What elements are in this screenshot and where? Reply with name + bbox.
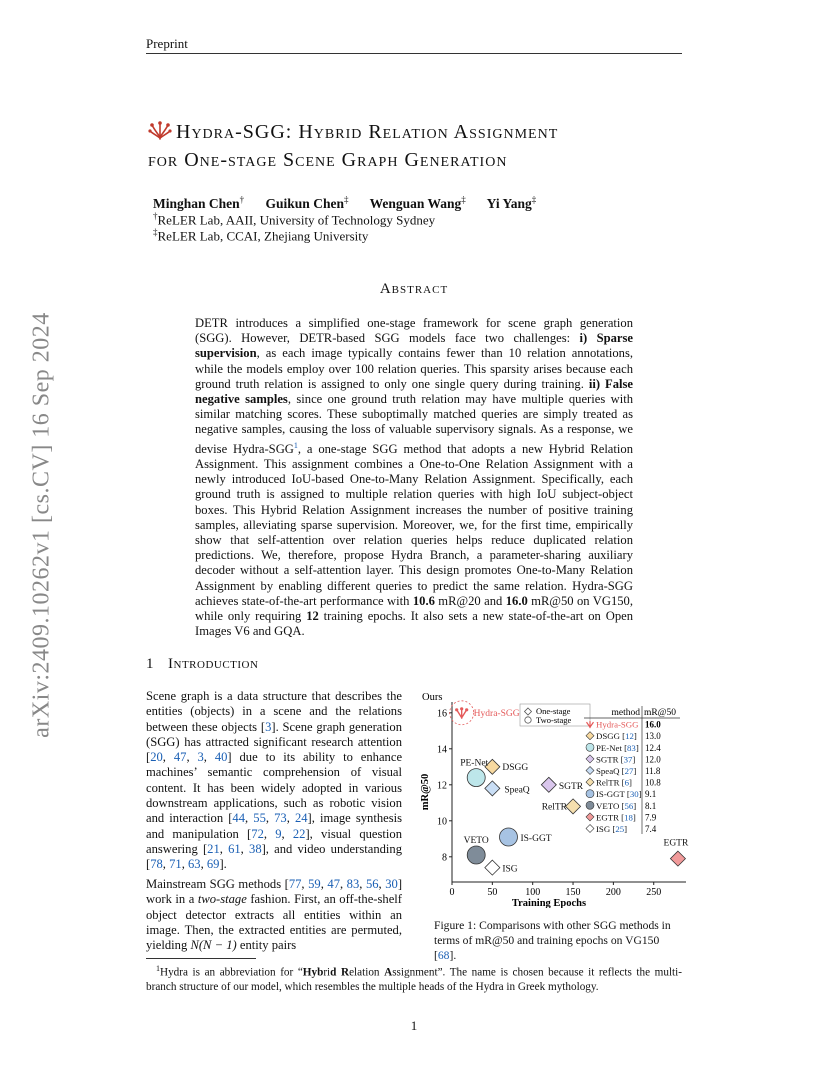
citation-link[interactable]: 56 [624, 800, 634, 811]
y-tick-label: 8 [442, 852, 447, 864]
point-marker [670, 851, 685, 866]
method-table [584, 706, 680, 834]
citation-link[interactable]: 24 [294, 811, 308, 826]
citation-link[interactable]: 61 [228, 841, 241, 856]
abstract-heading: Abstract [379, 281, 449, 297]
circle-icon [525, 717, 531, 723]
point-label: SpeaQ [504, 785, 530, 796]
table-method: Hydra-SGG [596, 719, 639, 730]
point-marker [499, 828, 517, 846]
point-label: DSGG [502, 762, 529, 773]
citation-link[interactable]: 44 [232, 811, 246, 826]
y-axis-label: mR@50 [420, 773, 431, 811]
footnote-link[interactable]: 1 [293, 440, 298, 450]
table-value: 16.0 [645, 719, 661, 730]
point-marker [566, 799, 581, 814]
title-line-2: for One-stage Scene Graph Generation [148, 149, 508, 171]
citation-link[interactable]: 55 [253, 811, 266, 826]
author: Yi Yang‡ [486, 194, 537, 211]
citation-link[interactable]: 56 [365, 877, 379, 891]
data-point-sgtr [541, 777, 556, 792]
citation-link[interactable]: 72 [251, 826, 264, 841]
x-tick-label: 150 [565, 887, 581, 898]
citation-link[interactable]: 9 [275, 826, 282, 841]
citation-link[interactable]: 77 [288, 877, 302, 891]
citation-link[interactable]: 22 [292, 826, 306, 841]
table-value: 11.8 [645, 766, 661, 776]
citation-link[interactable]: 83 [627, 742, 636, 753]
paper-title [148, 118, 688, 174]
table-value: 8.1 [645, 800, 657, 811]
citation-link[interactable]: 73 [274, 811, 287, 826]
point-label: SGTR [558, 781, 584, 792]
hydra-head [455, 708, 458, 711]
footnote-rule [146, 958, 256, 959]
data-point-isg [485, 860, 500, 875]
hydra-head [465, 708, 468, 711]
point-label: EGTR [663, 838, 689, 849]
author: Minghan Chen† [153, 194, 245, 211]
section-heading: 1 Introduction [146, 656, 259, 672]
table-method: IS-GGT [30] [596, 789, 642, 800]
table-head-metric: mR@50 [644, 708, 676, 718]
x-tick-label: 0 [449, 887, 455, 898]
diamond-icon [586, 778, 594, 786]
author: Wenguan Wang‡ [369, 194, 466, 211]
citation-link[interactable]: 30 [385, 877, 398, 891]
table-method: SpeaQ [27] [596, 766, 637, 776]
point-marker [485, 781, 500, 796]
author: Guikun Chen‡ [265, 194, 349, 211]
table-head-method: method [611, 708, 640, 718]
circle-icon [586, 801, 594, 809]
affiliation: ‡ReLER Lab, CCAI, Zhejiang University [153, 227, 369, 244]
figure-1 [410, 688, 690, 908]
table-method: ISG [25] [596, 824, 628, 834]
point-marker [541, 777, 556, 792]
citation-link[interactable]: 3 [265, 719, 272, 734]
data-point-pe-net [467, 769, 485, 787]
x-tick-label: 100 [525, 887, 541, 898]
data-point-veto [467, 846, 485, 864]
affiliation: †ReLER Lab, AAII, University of Technology Sydney [153, 211, 436, 228]
citation-link[interactable]: 27 [624, 766, 634, 776]
diamond-icon [586, 825, 594, 833]
x-tick-label: 200 [605, 887, 621, 898]
table-method: RelTR [6] [596, 777, 632, 788]
data-point-egtr [670, 851, 685, 866]
citation-link[interactable]: 40 [214, 750, 228, 765]
point-label: RelTR [541, 802, 568, 813]
citation-link[interactable]: 30 [629, 789, 639, 800]
point-marker [467, 769, 485, 787]
x-tick-label: 50 [487, 887, 498, 898]
table-value: 9.1 [645, 789, 657, 800]
circle-icon [586, 790, 594, 798]
table-method: VETO [56] [596, 800, 637, 811]
circle-icon [586, 743, 594, 751]
page-number: 1 [410, 1018, 418, 1033]
data-point-speaq [485, 781, 500, 796]
footnote: $^1$Hydra is an abbreviation for “Hybrid Relation Assignment”. The name is chosen because it reflects the multi-branch structure of our model, which resembles the multiple heads of the Hydra in Greek mythology. [146, 964, 682, 994]
table-value: 12.4 [645, 742, 661, 753]
arxiv-id: arXiv:2409.10262v1 [cs.CV] 16 Sep 2024 [28, 312, 55, 738]
table-value: 13.0 [645, 731, 661, 742]
citation-link[interactable]: 25 [615, 824, 625, 834]
point-marker [467, 846, 485, 864]
figure-caption: Figure 1: Comparisons with other SGG methods in terms of mR@50 and training epochs on VG150 [68]. [434, 919, 671, 962]
intro-paragraph-1: Scene graph is a data structure that describes the entities (objects) in a scene and the relations between these objects [3]. Scene graph generation (SGG) has attracted significant research attention [20, 47, 3, 40] due to its ability to enhance machines’ semantic comprehension of visual content. It has been widely adopted in various downstream applications, such as robotic vision and interaction [44, 55, 73, 24], image synthesis and manipulation [72, 9, 22], visual question answering [21, 61, 38], and video understanding [78, 71, 63, 69]. [146, 689, 403, 872]
table-value: 7.4 [645, 824, 657, 834]
data-point-is-ggt [499, 828, 517, 846]
table-value: 12.0 [645, 754, 661, 765]
data-point-hydra-sgg [450, 701, 474, 725]
diamond-icon [586, 755, 594, 763]
citation-link[interactable]: 37 [623, 754, 633, 765]
table-method: SGTR [37] [596, 754, 636, 765]
y-tick-label: 14 [437, 744, 447, 756]
point-label: VETO [463, 836, 489, 846]
abstract-body: DETR introduces a simplified one-stage framework for scene graph generation (SGG). However, DETR-based SGG models face two challenges: i) Sparse supervision, as each image typically contains fewer than 10 relation annotations, while the models employ over 100 relation queries. This sparsity arises because each ground truth relation is assigned to only one single query during training. ii) False negative samples, since one ground truth relation may have multiple queries with similar matching scores. These suboptimally matched queries are simply treated as negative samples, causing the loss of valuable supervisory signals. As a response, we devise Hydra-SGG$^1$, a one-stage SGG method that adopts a new Hybrid Relation Assignment. This assignment combines a One-to-One Relation Assignment with a newly introduced IoU-based One-to-Many Relation Assignment. Specifically, each ground truth is assigned to multiple relation queries with high IoU subject-object boxes. This Hybrid Relation Assignment increases the number of positive training samples, alleviating sparse supervision. Moreover, we, for the first time, empirically show that self-attention over relation queries helps reduce duplicated relation predictions. We, therefore, propose Hydra Branch, a parameter-sharing auxiliary decoder without a self-attention layer. This design promotes One-to-Many Relation Assignment by enabling different queries to predict the same relation. Hydra-SGG achieves state-of-the-art performance with 10.6 mR@20 and 16.0 mR@50 on VG150, while only requiring 12 training epochs. It also sets a new state-of-the-art on Open Images V6 and GQA. [195, 316, 634, 639]
y-tick-label: 12 [437, 780, 447, 792]
hydra-head [460, 707, 463, 710]
ours-label: Ours [422, 692, 443, 703]
citation-link[interactable]: 83 [346, 877, 360, 891]
y-tick-label: 16 [437, 708, 447, 720]
author-list [153, 194, 554, 212]
scatter-chart [410, 688, 690, 908]
citation-link[interactable]: 12 [625, 731, 634, 742]
citation-link[interactable]: 38 [249, 841, 262, 856]
point-label: IS-GGT [520, 834, 552, 844]
citation-link[interactable]: 47 [173, 750, 187, 765]
legend-two-stage: Two-stage [536, 715, 572, 725]
point-label: ISG [502, 864, 518, 875]
citation-link[interactable]: 63 [187, 857, 201, 872]
arxiv-sidebar [14, 290, 70, 760]
stage-legend [520, 704, 590, 726]
point-label: PE-Net [460, 758, 489, 769]
citation-link[interactable]: 3 [197, 750, 204, 765]
citation-link[interactable]: 47 [327, 877, 340, 891]
citation-link[interactable]: 18 [624, 812, 633, 823]
table-method: EGTR [18] [596, 812, 636, 823]
citation-link[interactable]: 21 [207, 841, 220, 856]
point-label: Hydra-SGG [473, 708, 520, 719]
legend-one-stage: One-stage [536, 706, 571, 716]
table-method: PE-Net [83] [596, 742, 639, 753]
intro-paragraph-2: Mainstream SGG methods [77, 59, 47, 83, 56, 30] work in a two-stage fashion. First, an off-the-shelf object detector extracts all entities within an image. Then, the extracted entities are permuted, yielding N(N − 1) entity pairs [146, 877, 403, 953]
title-line-1: Hybrid Relation Assignment [298, 121, 559, 143]
citation-link[interactable]: 59 [308, 877, 321, 891]
hydra-logo-icon [148, 119, 172, 141]
citation-link[interactable]: 71 [169, 857, 182, 872]
citation-link[interactable]: 69 [206, 857, 220, 872]
title-line-1-prefix: Hydra-SGG: [176, 121, 299, 143]
diamond-icon [586, 767, 594, 775]
citation-link[interactable]: 20 [150, 750, 163, 765]
table-method: DSGG [12] [596, 731, 637, 742]
citation-link[interactable]: 78 [150, 857, 163, 872]
x-tick-label: 250 [646, 887, 662, 898]
table-value: 10.8 [645, 777, 661, 788]
diamond-icon [586, 732, 594, 740]
citation-link[interactable]: 6 [624, 777, 629, 788]
citation-link[interactable]: 68 [437, 949, 450, 962]
running-header: Preprint [146, 36, 188, 51]
point-marker [485, 860, 500, 875]
y-tick-label: 10 [437, 816, 447, 828]
diamond-icon [586, 813, 594, 821]
data-point-reltr [566, 799, 581, 814]
x-axis-label: Training Epochs [511, 898, 587, 908]
table-value: 7.9 [645, 812, 657, 823]
header-rule [146, 53, 682, 54]
